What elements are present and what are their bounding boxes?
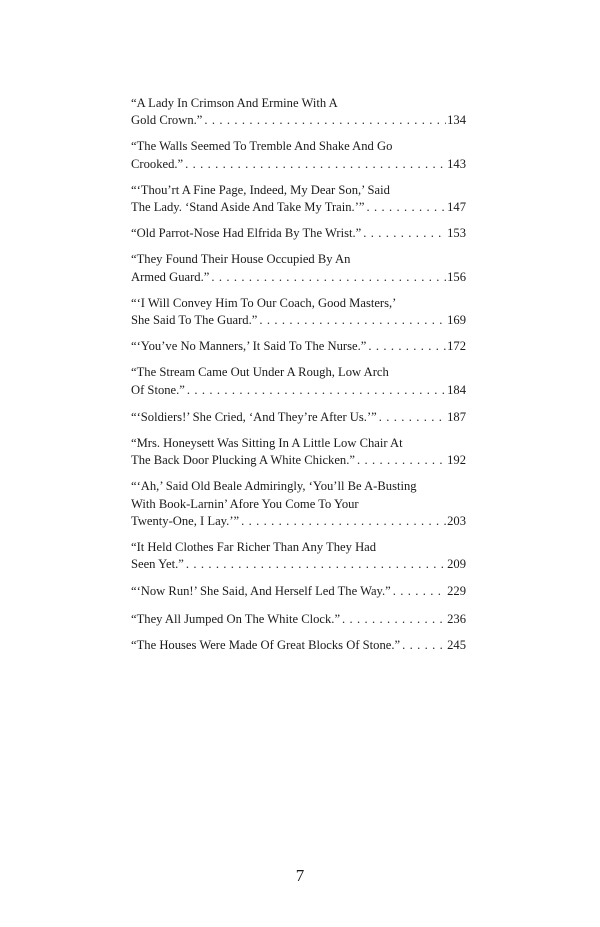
toc-entry [131, 338, 466, 355]
entry-caption-line: Seen Yet.” [131, 557, 184, 572]
dot-leader [393, 583, 446, 600]
toc-entry [131, 251, 466, 285]
toc-entry [131, 409, 466, 426]
entry-page-number: 184 [447, 382, 466, 397]
entry-caption-line: “It Held Clothes Far Richer Than Any They Had [131, 540, 377, 555]
entry-caption-line: “The Stream Came Out Under A Rough, Low Arch [131, 365, 389, 380]
entry-caption-line: “‘You’ve No Manners,’ It Said To The Nurse.” [131, 339, 367, 354]
dot-leader [259, 312, 446, 329]
entry-last-line [131, 382, 466, 399]
entry-page-number: 153 [447, 226, 466, 241]
entry-last-line [131, 452, 466, 469]
entry-last-line [131, 225, 466, 242]
entry-caption-line: With Book-Larnin’ Afore You Come To Your [131, 496, 359, 511]
dot-leader [186, 556, 446, 573]
entry-caption-line: “‘I Will Convey Him To Our Coach, Good Masters,’ [131, 295, 397, 310]
toc-entry [131, 225, 466, 242]
entry-page-number: 209 [447, 557, 466, 572]
entry-page-number: 156 [447, 269, 466, 284]
entry-page-number: 229 [447, 584, 466, 599]
toc-entry [131, 182, 466, 216]
entry-page-number: 245 [447, 637, 466, 652]
toc-entry [131, 611, 466, 628]
entry-caption-line: The Lady. ‘Stand Aside And Take My Train.’” [131, 200, 365, 215]
entry-page-number: 236 [447, 611, 466, 626]
entry-caption-line: “‘Thou’rt A Fine Page, Indeed, My Dear Son,’ Said [131, 182, 390, 197]
entry-page-number: 192 [447, 453, 466, 468]
entry-last-line [131, 199, 466, 216]
dot-leader [204, 112, 446, 129]
entry-page-number: 187 [447, 409, 466, 424]
entry-caption-line: “Mrs. Honeysett Was Sitting In A Little Low Chair At [131, 436, 403, 451]
toc-entry [131, 138, 466, 172]
toc-entry [131, 583, 466, 600]
entry-last-line [131, 556, 466, 573]
entry-caption-line: Armed Guard.” [131, 269, 210, 284]
dot-leader [211, 269, 446, 286]
entry-last-line [131, 312, 466, 329]
toc-entry [131, 478, 466, 530]
page-number: 7 [295, 866, 305, 885]
dot-leader [187, 382, 446, 399]
entry-caption-line: “They Found Their House Occupied By An [131, 252, 351, 267]
entry-last-line [131, 611, 466, 628]
dot-leader [241, 513, 446, 530]
entry-last-line [131, 513, 466, 530]
illustration-list [131, 95, 466, 654]
dot-leader [379, 409, 446, 426]
entry-caption-line: She Said To The Guard.” [131, 313, 258, 328]
dot-leader [363, 225, 446, 242]
entry-page-number: 147 [447, 200, 466, 215]
toc-entry [131, 435, 466, 469]
dot-leader [402, 637, 446, 654]
entry-last-line [131, 156, 466, 173]
entry-caption-line: “‘Ah,’ Said Old Beale Admiringly, ‘You’ll Be A-Busting [131, 479, 417, 494]
toc-entry [131, 364, 466, 398]
toc-entry [131, 539, 466, 573]
toc-entry [131, 295, 466, 329]
entry-page-number: 169 [447, 313, 466, 328]
dot-leader [366, 199, 446, 216]
entry-caption-line: Gold Crown.” [131, 113, 203, 128]
entry-caption-line: “Old Parrot-Nose Had Elfrida By The Wrist.” [131, 226, 362, 241]
dot-leader [342, 611, 446, 628]
entry-caption-line: “A Lady In Crimson And Ermine With A [131, 96, 338, 110]
entry-caption-line: “‘Now Run!’ She Said, And Herself Led The Way.” [131, 584, 391, 599]
entry-last-line [131, 637, 466, 654]
entry-page-number: 203 [447, 513, 466, 528]
dot-leader [357, 452, 446, 469]
entry-caption-line: Crooked.” [131, 156, 184, 171]
entry-caption-line: Of Stone.” [131, 382, 185, 397]
entry-caption-line: “The Walls Seemed To Tremble And Shake And Go [131, 139, 393, 154]
dot-leader [368, 338, 446, 355]
entry-page-number: 134 [447, 113, 466, 128]
entry-caption-line: The Back Door Plucking A White Chicken.” [131, 453, 355, 468]
entry-caption-line: “The Houses Were Made Of Great Blocks Of Stone.” [131, 637, 401, 652]
entry-page-number: 172 [447, 339, 466, 354]
toc-entry [131, 637, 466, 654]
entry-last-line [131, 409, 466, 426]
entry-page-number: 143 [447, 156, 466, 171]
entry-last-line [131, 338, 466, 355]
entry-last-line [131, 112, 466, 129]
entry-caption-line: “‘Soldiers!’ She Cried, ‘And They’re After Us.’” [131, 409, 377, 424]
dot-leader [185, 156, 446, 173]
entry-caption-line: “They All Jumped On The White Clock.” [131, 611, 341, 626]
entry-caption-line: Twenty-One, I Lay.’” [131, 513, 240, 528]
entry-last-line [131, 269, 466, 286]
toc-entry [131, 95, 466, 129]
entry-last-line [131, 583, 466, 600]
